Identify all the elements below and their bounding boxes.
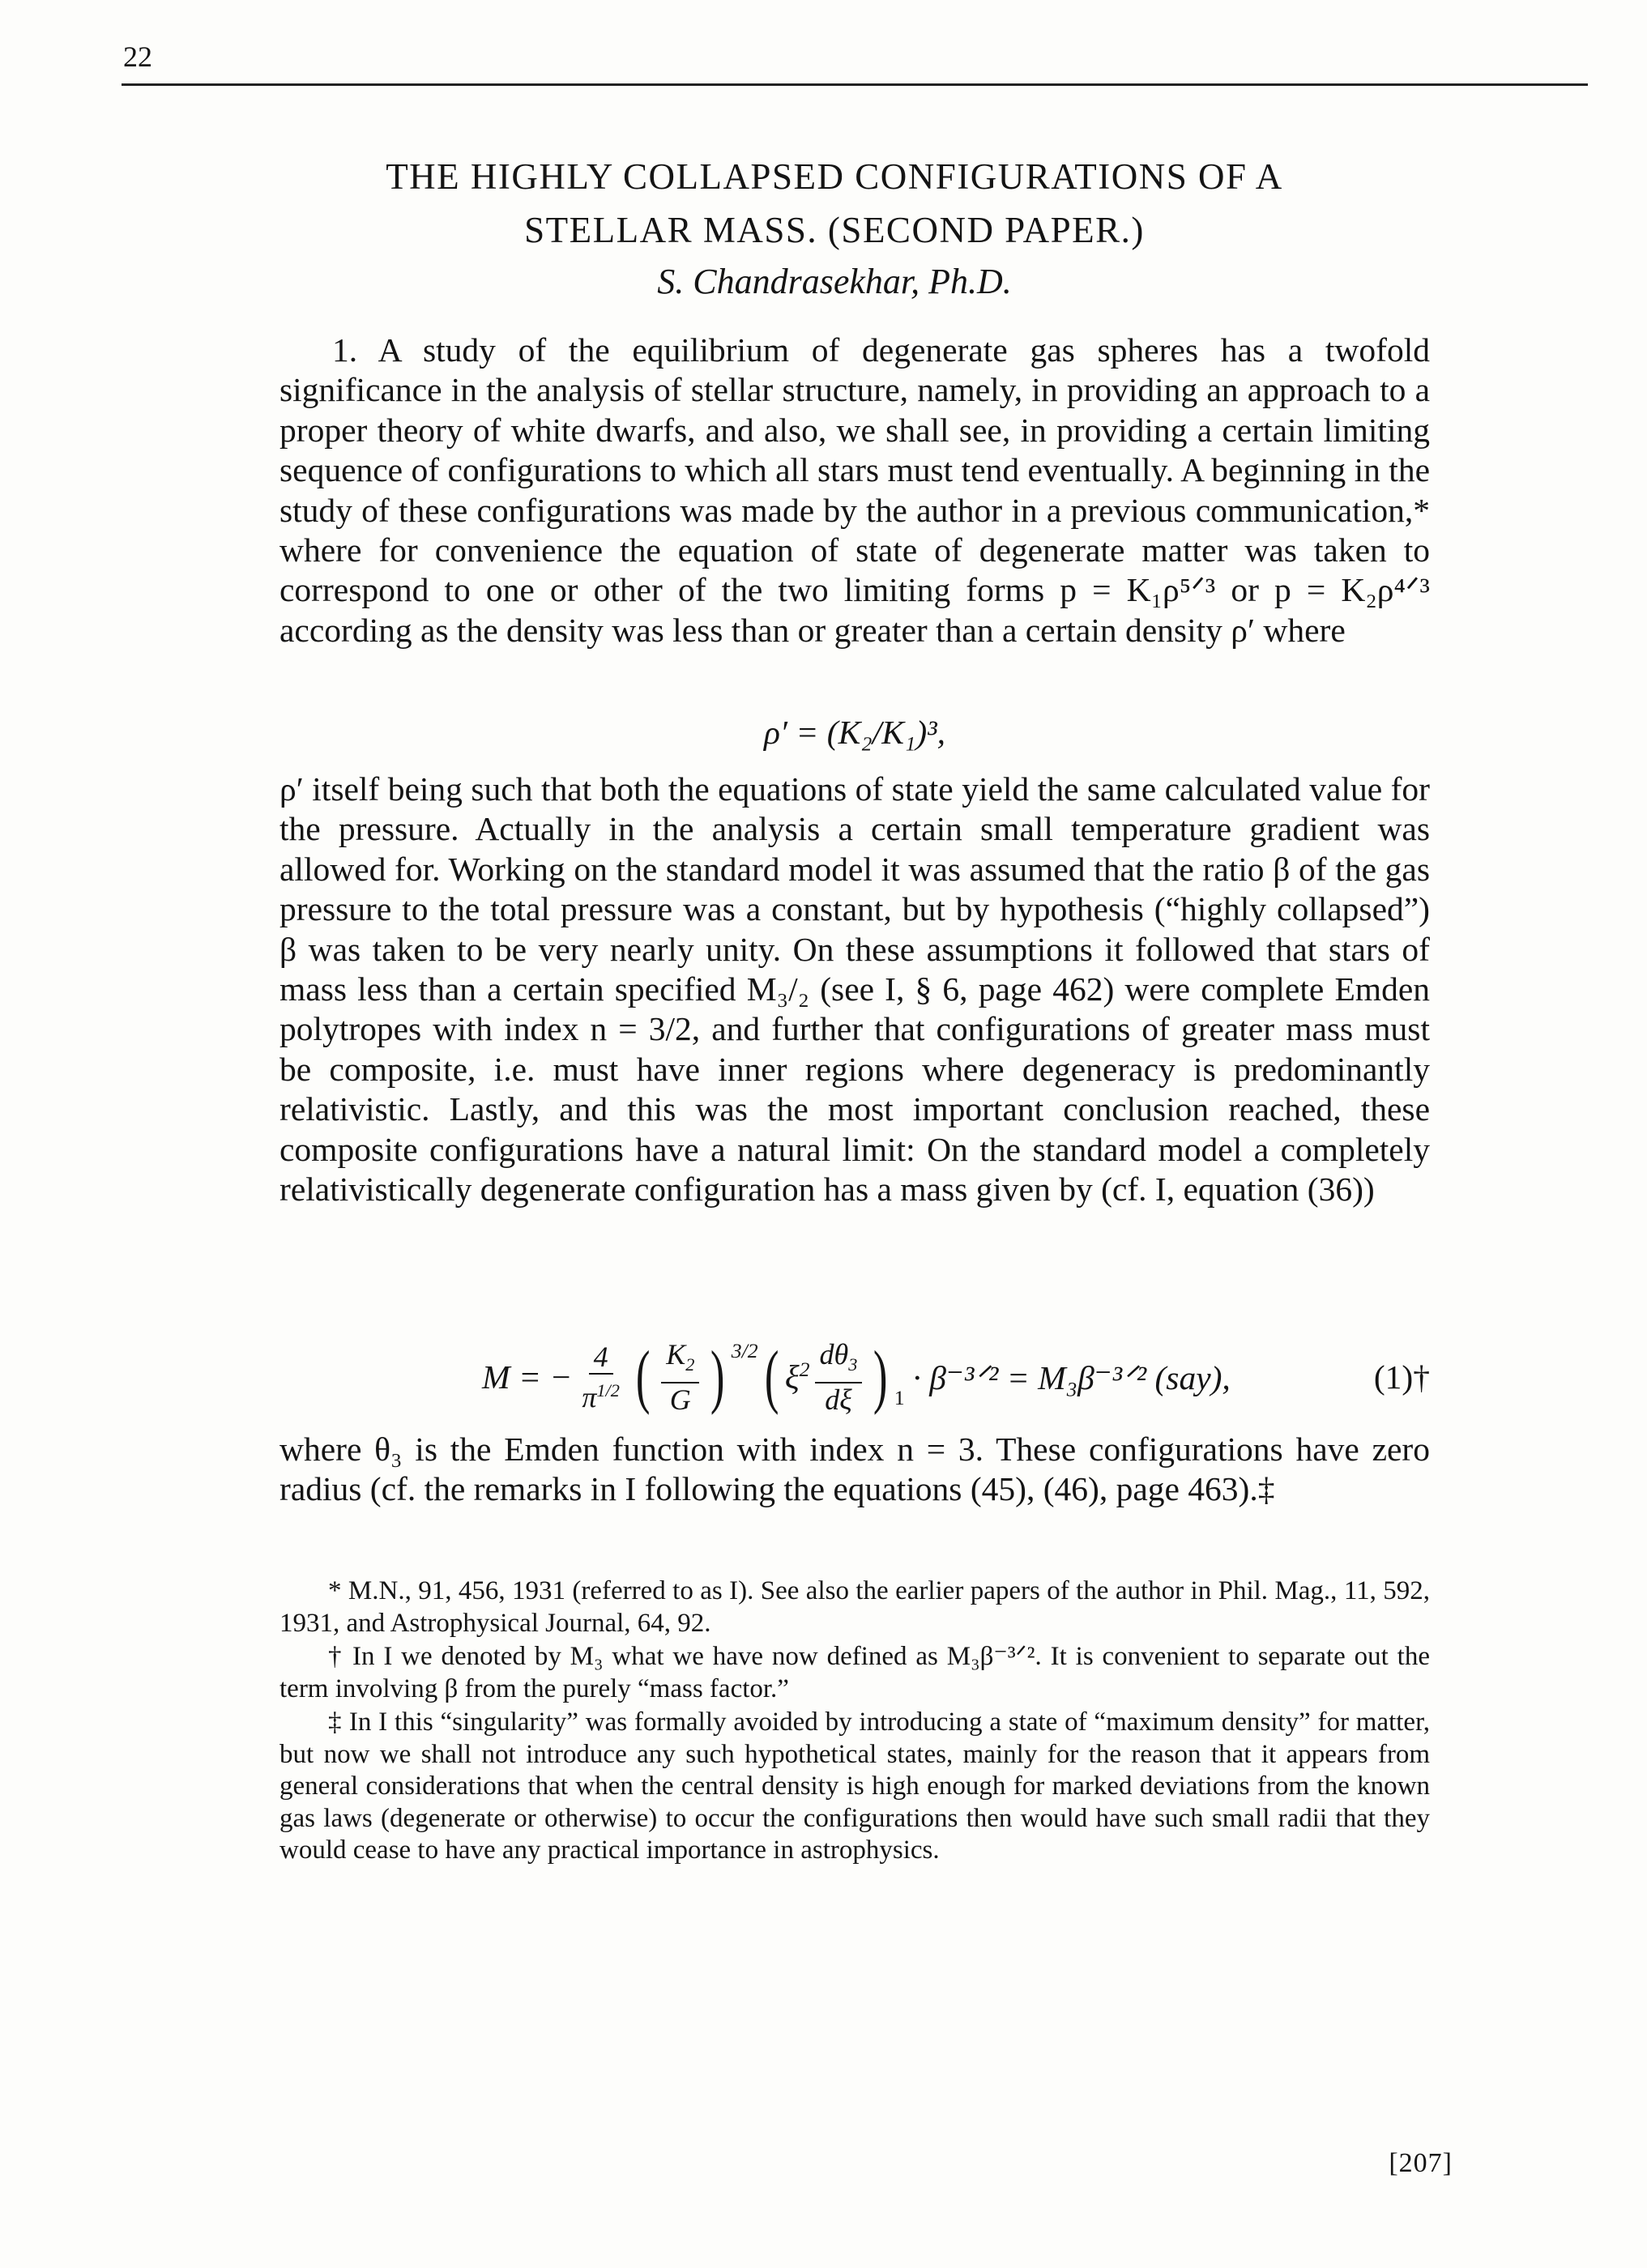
paragraph-2: ρ′ itself being such that both the equations of state yield the same calculated value for the pressure. Actually in the analysis a certain small temperature gradient was allowed for. Working on the standard model it was assumed that the ratio β of the gas pressure to the total pressure was a constant, but by hypothesis (“highly collapsed”) β was taken to be very nearly unity. On these assumptions it followed that stars of mass less than a certain specified M₃/₂ (see I, § 6, page 462) were complete Emden polytropes with index n = 3/2, and further that configurations of greater mass must be composite, i.e. must have inner regions where degeneracy is predominantly relativistic. Lastly, and this was the most important conclusion reached, these composite configurations have a natural limit: On the standard model a completely relativistically degenerate configuration has a mass given by (cf. I, equation (36)) [279, 770, 1430, 1209]
title-line-1: THE HIGHLY COLLAPSED CONFIGURATIONS OF A [386, 156, 1283, 197]
footnote-dagger: † In I we denoted by M₃ what we have now defined as M₃β⁻³ᐟ². It is convenient to separate out the term involving β from the purely “mass factor.” [279, 1642, 1430, 1703]
equation-rho-prime: ρ′ = (K₂/K₁)³, [764, 714, 945, 751]
journal-page-number: [207] [1389, 2148, 1453, 2178]
footnote-star: * M.N., 91, 456, 1931 (referred to as I). See also the earlier papers of the author in Phil. Mag., 11, 592, 1931, and Astrophysical Journal, 64, 92. [279, 1576, 1430, 1638]
author-byline: S. Chandrasekhar, Ph.D. [657, 262, 1012, 301]
equation-mass-formula: M = − $\frac{4}{\pi^{1/2}}$ ( $\frac{K_2}{G}$ ) $^{3/2}$ ( $\xi^2$ $\frac{d\theta_3}{d\xi}$ ) $_1$ · β⁻³ᐟ² = M₃β⁻³ᐟ² (say), [482, 1337, 1231, 1416]
equation-label: (1)† [1373, 1358, 1430, 1396]
paragraph-3: where θ₃ is the Emden function with index n = 3. These configurations have zero radius (cf. the remarks in I following the equations (45), (46), page 463).‡ [279, 1430, 1430, 1508]
header-rule [122, 83, 1588, 86]
footnote-double-dagger: ‡ In I this “singularity” was formally avoided by introducing a state of “maximum density” for matter, but now we shall not introduce any such hypothetical states, mainly for the reason that it appears from general considerations that when the central density is high enough for marked deviations from the known gas laws (degenerate or otherwise) to occur the configurations then would have such small radii that they would cease to have any practical importance in astrophysics. [279, 1707, 1430, 1865]
equation-mass-tail: · β⁻³ᐟ² = M₃β⁻³ᐟ² (say), [912, 1358, 1231, 1396]
title-line-2: STELLAR MASS. (SECOND PAPER.) [524, 210, 1145, 250]
page-number: 22 [123, 40, 152, 73]
paragraph-1: 1. A study of the equilibrium of degenerate gas spheres has a twofold significance in the analysis of stellar structure, namely, in providing an approach to a proper theory of white dwarfs, and also, we shall see, in providing a certain limiting sequence of configurations to which all stars must tend eventually. A beginning in the study of these configurations was made by the author in a previous communication,* where for convenience the equation of state of degenerate matter was taken to correspond to one or other of the two limiting forms p = K₁ρ⁵ᐟ³ or p = K₂ρ⁴ᐟ³ according as the density was less than or greater than a certain density ρ′ where [279, 331, 1430, 649]
equation-mass-limit [279, 1332, 1430, 1422]
article-title [267, 150, 1402, 257]
footnotes [279, 1575, 1430, 1869]
